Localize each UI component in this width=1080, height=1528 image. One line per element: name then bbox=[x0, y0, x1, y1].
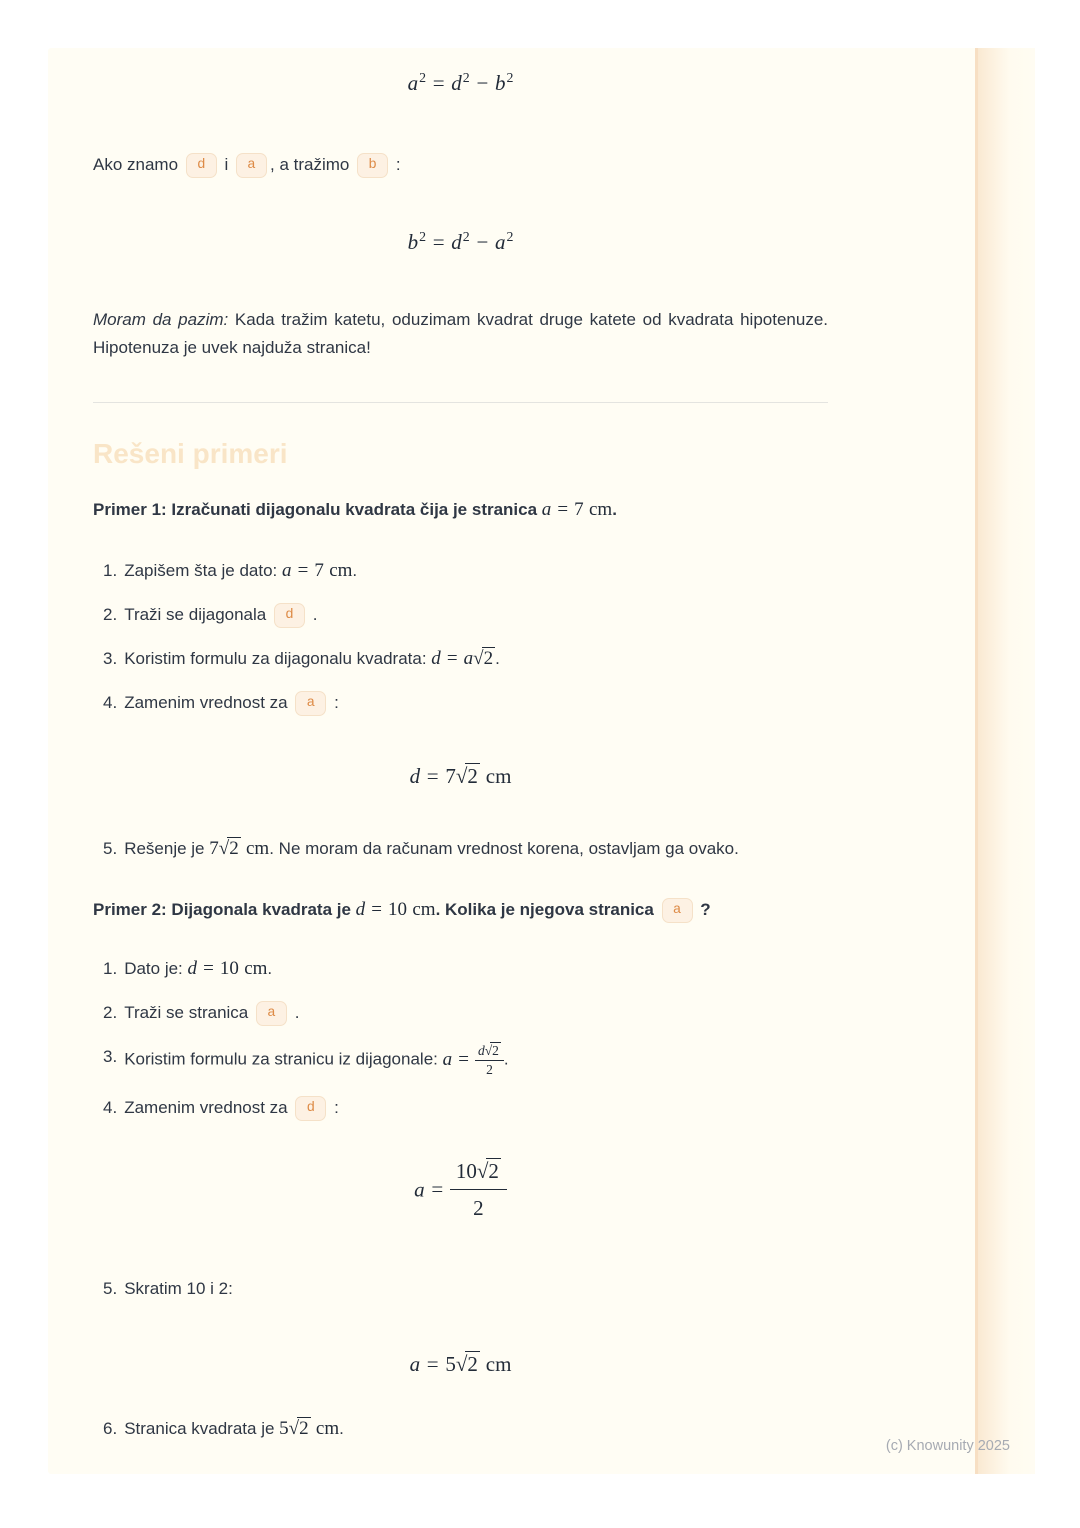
sqrt-radical bbox=[485, 1043, 501, 1058]
math-operator: = bbox=[426, 1351, 439, 1376]
inline-math bbox=[356, 899, 436, 920]
fraction bbox=[450, 1156, 507, 1223]
sqrt-radical bbox=[473, 648, 495, 669]
math-operator: = bbox=[371, 899, 382, 920]
code-badge: a bbox=[256, 1001, 287, 1026]
math-var: a bbox=[463, 648, 474, 669]
code-badge: a bbox=[662, 898, 693, 923]
text-run: Rešenje je bbox=[124, 839, 210, 858]
sqrt-radicand: 2 bbox=[467, 764, 478, 788]
text-run: Traži se dijagonala bbox=[124, 605, 271, 624]
list-item-number: 1. bbox=[103, 959, 118, 978]
code-badge: d bbox=[295, 1096, 326, 1121]
list-item-text bbox=[124, 999, 828, 1027]
sqrt-radicand: 2 bbox=[483, 648, 494, 669]
sqrt-sign-icon: √ bbox=[473, 648, 484, 669]
math-var: a bbox=[414, 1176, 425, 1201]
code-badge: a bbox=[236, 153, 267, 178]
fraction-denominator bbox=[450, 1190, 507, 1223]
text-run: Traži se stranica bbox=[124, 1003, 253, 1022]
inline-math bbox=[431, 648, 495, 669]
display-formula-formula-a-squared bbox=[93, 68, 828, 101]
text-run: . bbox=[267, 959, 273, 978]
warning-paragraph bbox=[93, 306, 828, 362]
sqrt-radical bbox=[456, 1352, 480, 1376]
math-unit: cm bbox=[315, 1417, 340, 1439]
example-2-result bbox=[93, 1415, 828, 1443]
math-unit: cm bbox=[246, 838, 270, 859]
text-run: : bbox=[329, 693, 339, 712]
text-run: . Kolika je njegova stranica bbox=[435, 900, 659, 919]
list-item bbox=[93, 955, 828, 983]
list-item bbox=[93, 999, 828, 1027]
math-var: a bbox=[541, 499, 552, 520]
list-item-number: 6. bbox=[103, 1418, 118, 1438]
sqrt-radicand: 2 bbox=[492, 1043, 499, 1058]
math-operator: = bbox=[458, 1048, 469, 1070]
right-margin-strip bbox=[978, 48, 1035, 1474]
list-item-number: 3. bbox=[103, 649, 118, 668]
text-run: : bbox=[329, 1097, 339, 1117]
text-run: . bbox=[352, 561, 358, 580]
list-item-number: 2. bbox=[103, 1003, 118, 1022]
sqrt-sign-icon: √ bbox=[476, 1158, 489, 1183]
text-run: Primer 2: Dijagonala kvadrata je bbox=[93, 900, 356, 919]
math-var: a bbox=[282, 560, 292, 581]
code-badge: b bbox=[357, 153, 388, 178]
math-var: d bbox=[187, 958, 197, 979]
text-run: Koristim formulu za stranicu iz dijagonale: bbox=[124, 1049, 443, 1069]
math-operator: = bbox=[446, 648, 458, 669]
math-exponent: 2 bbox=[462, 70, 470, 86]
divider bbox=[93, 402, 828, 403]
math-var: d bbox=[477, 1043, 485, 1058]
sqrt-sign-icon: √ bbox=[218, 838, 230, 859]
math-operator: − bbox=[476, 71, 489, 95]
copyright-footer: (c) Knowunity 2025 bbox=[885, 1438, 1010, 1454]
text-run: . bbox=[495, 649, 500, 668]
list-item bbox=[93, 835, 828, 863]
math-unit: cm bbox=[244, 958, 268, 979]
sqrt-radical bbox=[477, 1159, 501, 1183]
math-number: 2 bbox=[473, 1195, 484, 1220]
text-run: . bbox=[612, 500, 617, 519]
math-unit: cm bbox=[485, 764, 512, 788]
sqrt-radicand: 2 bbox=[488, 1158, 499, 1183]
sqrt-sign-icon: √ bbox=[484, 1043, 493, 1058]
math-number: 5 bbox=[445, 1351, 456, 1376]
example-2-steps bbox=[93, 955, 828, 1122]
list-item bbox=[93, 689, 828, 717]
list-item bbox=[93, 601, 828, 629]
sqrt-radicand: 2 bbox=[229, 838, 239, 859]
inline-math bbox=[279, 1418, 339, 1439]
math-unit: cm bbox=[588, 499, 613, 520]
math-var: b bbox=[407, 230, 419, 254]
sqrt-sign-icon: √ bbox=[288, 1417, 300, 1439]
math-number: 5 bbox=[279, 1417, 289, 1439]
inline-math bbox=[442, 1043, 504, 1077]
section-heading: Rešeni primeri bbox=[93, 438, 288, 469]
math-var: d bbox=[355, 899, 366, 920]
example-2-heading bbox=[93, 897, 828, 923]
sqrt-sign-icon: √ bbox=[455, 1351, 468, 1376]
display-formula-formula-a-fraction bbox=[93, 1158, 828, 1225]
text-run: Zapišem šta je dato: bbox=[124, 561, 282, 580]
text-run: Zamenim vrednost za bbox=[124, 1097, 293, 1117]
list-item-text bbox=[124, 1043, 828, 1078]
text-run: Dato je: bbox=[124, 959, 188, 978]
math-var: b bbox=[495, 71, 506, 95]
math-var: d bbox=[431, 648, 441, 669]
list-item-number: 3. bbox=[103, 1047, 118, 1066]
list-item-text bbox=[124, 1415, 828, 1443]
list-item-number: 4. bbox=[103, 1097, 118, 1117]
example-1-result bbox=[93, 835, 828, 863]
sqrt-radical bbox=[289, 1418, 311, 1439]
math-number: 7 bbox=[574, 499, 584, 520]
text-run: Ako znamo bbox=[93, 155, 183, 174]
math-operator: = bbox=[426, 764, 439, 788]
sqrt-radical bbox=[219, 838, 241, 859]
list-item-text bbox=[124, 689, 828, 717]
code-badge: d bbox=[186, 153, 217, 178]
text-run: . Ne moram da računam vrednost korena, ostavljam ga ovako. bbox=[269, 839, 739, 858]
list-item bbox=[93, 1415, 828, 1443]
list-item bbox=[93, 1094, 828, 1122]
list-item-number: 5. bbox=[103, 839, 118, 858]
text-run: Zamenim vrednost za bbox=[124, 693, 293, 712]
math-var: d bbox=[409, 764, 421, 788]
list-item-text bbox=[124, 1275, 828, 1303]
example-1-steps bbox=[93, 557, 828, 717]
math-unit: cm bbox=[485, 1351, 512, 1376]
right-margin-rule bbox=[975, 48, 978, 1474]
text-run: Primer 1: Izračunati dijagonalu kvadrata čija je stranica bbox=[93, 500, 542, 519]
fraction-numerator bbox=[475, 1042, 504, 1061]
math-exponent: 2 bbox=[506, 70, 514, 86]
sqrt-radical bbox=[456, 764, 480, 788]
display-formula-formula-b-squared bbox=[93, 227, 828, 260]
text-run: : bbox=[391, 155, 401, 174]
math-var: d bbox=[451, 230, 462, 254]
math-operator: = bbox=[297, 560, 309, 581]
math-exponent: 2 bbox=[462, 229, 470, 245]
code-badge: a bbox=[295, 691, 326, 716]
list-item-text bbox=[124, 1094, 828, 1122]
text-run: . bbox=[289, 1003, 300, 1022]
sqrt-sign-icon: √ bbox=[455, 764, 468, 788]
list-item-number: 4. bbox=[103, 693, 118, 712]
list-item-text bbox=[124, 557, 828, 585]
text-run: ? bbox=[695, 900, 711, 919]
text-run: . bbox=[307, 605, 318, 624]
math-number: 7 bbox=[209, 838, 219, 859]
display-formula-formula-d-equals bbox=[93, 761, 828, 791]
math-number: 7 bbox=[314, 560, 324, 581]
list-item bbox=[93, 1275, 828, 1303]
math-unit: cm bbox=[412, 899, 436, 920]
code-badge: d bbox=[274, 603, 305, 628]
math-var: a bbox=[495, 230, 506, 254]
text-run: , a tražimo bbox=[270, 155, 355, 174]
math-var: d bbox=[451, 71, 462, 95]
math-operator: = bbox=[431, 1176, 444, 1201]
math-number: 7 bbox=[445, 764, 456, 788]
list-item-text bbox=[124, 601, 828, 629]
text-run: Skratim 10 i 2: bbox=[124, 1278, 233, 1298]
math-operator: − bbox=[476, 230, 489, 254]
fraction-numerator bbox=[450, 1156, 507, 1190]
math-operator: = bbox=[432, 71, 445, 95]
math-var: a bbox=[442, 1048, 453, 1070]
text-run: Kada tražim katetu, oduzimam kvadrat druge katete od kvadrata hipotenuze. Hipotenuza je uvek najduža stranica! bbox=[93, 310, 828, 357]
list-item-text bbox=[124, 645, 828, 673]
inline-math bbox=[282, 560, 352, 581]
math-exponent: 2 bbox=[506, 229, 514, 245]
list-item bbox=[93, 1043, 828, 1078]
list-item-text bbox=[124, 835, 828, 863]
text-run: Koristim formulu za dijagonalu kvadrata: bbox=[124, 649, 432, 668]
math-number: 10 bbox=[455, 1158, 477, 1183]
math-exponent: 2 bbox=[419, 229, 426, 245]
italic-text-run: Moram da pazim: bbox=[93, 310, 229, 329]
fraction bbox=[475, 1042, 504, 1077]
text-run: i bbox=[219, 155, 233, 174]
math-number: 10 bbox=[388, 899, 408, 920]
display-formula-formula-a-result bbox=[93, 1349, 828, 1379]
math-unit: cm bbox=[329, 560, 353, 581]
content-column bbox=[93, 48, 828, 1443]
math-operator: = bbox=[203, 958, 214, 979]
math-var: a bbox=[407, 71, 419, 95]
math-number: 2 bbox=[486, 1061, 493, 1077]
worksheet-page bbox=[48, 48, 1035, 1474]
text-run: Stranica kvadrata je bbox=[124, 1418, 280, 1438]
list-item-number: 2. bbox=[103, 605, 118, 624]
inline-math bbox=[542, 499, 612, 520]
intro-paragraph bbox=[93, 151, 828, 179]
list-item bbox=[93, 645, 828, 673]
list-item-number: 5. bbox=[103, 1278, 118, 1298]
text-run: . bbox=[339, 1418, 344, 1438]
fraction-denominator bbox=[475, 1061, 504, 1077]
list-item bbox=[93, 557, 828, 585]
math-operator: = bbox=[557, 499, 569, 520]
example-2-simplify bbox=[93, 1275, 828, 1303]
sqrt-radicand: 2 bbox=[299, 1417, 309, 1439]
math-exponent: 2 bbox=[419, 70, 426, 86]
math-number: 10 bbox=[219, 958, 239, 979]
sqrt-radicand: 2 bbox=[467, 1351, 478, 1376]
example-1-heading bbox=[93, 497, 828, 523]
inline-math bbox=[209, 838, 269, 859]
list-item-text bbox=[124, 955, 828, 983]
text-run: . bbox=[503, 1049, 509, 1069]
inline-math bbox=[188, 958, 268, 979]
list-item-number: 1. bbox=[103, 561, 118, 580]
math-operator: = bbox=[432, 230, 445, 254]
math-var: a bbox=[409, 1351, 421, 1376]
